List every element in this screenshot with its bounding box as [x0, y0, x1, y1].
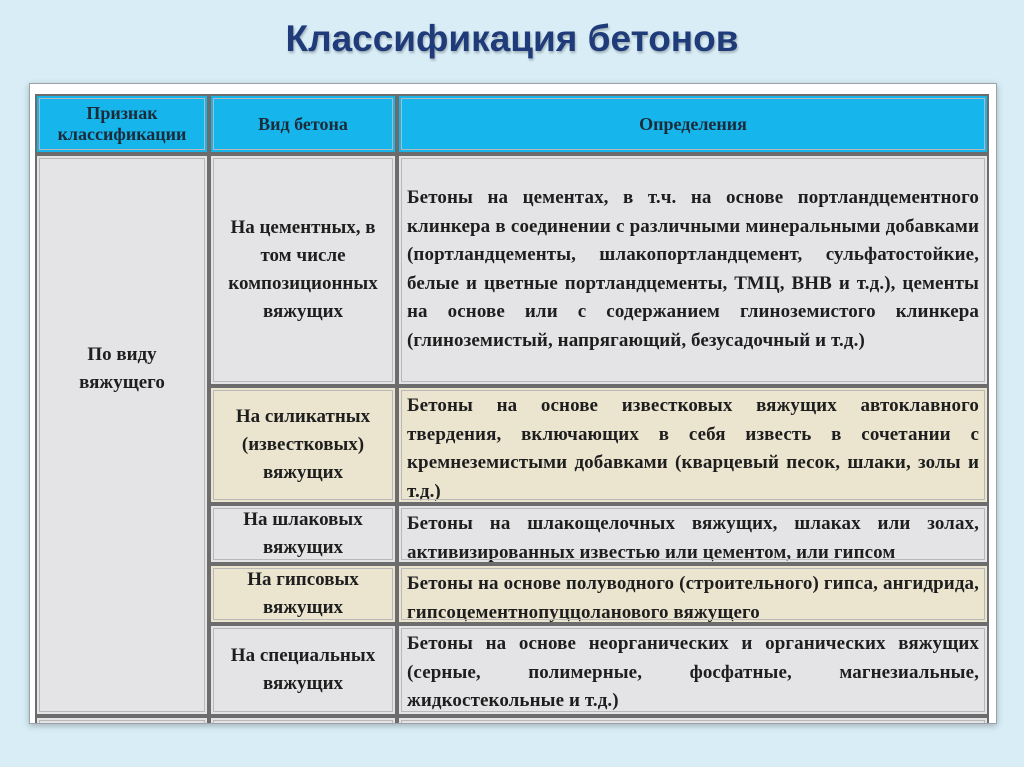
slide-title: Классификация бетонов: [285, 18, 739, 59]
table-row-type: На шлаковых вяжущих: [209, 504, 397, 564]
table-row-type: На специальных вяжущих: [209, 624, 397, 716]
table-row-definition: Бетоны на основе неорганических и органических вяжущих (серные, полимерные, фосфатные, магнезиальные, жидкостекольные и т.д.): [397, 624, 989, 716]
header-criterion: Признак классификации: [35, 94, 209, 154]
table-row-definition: Бетоны на шлакощелочных вяжущих, шлаках или золах, активизированных известью или цементом, или гипсом: [397, 504, 989, 564]
table-row-cutoff: [397, 716, 989, 724]
header-concrete-type: Вид бетона: [209, 94, 397, 154]
table-row-definition: Бетоны на основе полуводного (строительного) гипса, ангидрида, гипсоцементнопуццоланового вяжущего: [397, 564, 989, 624]
header-definitions: Определения: [397, 94, 989, 154]
table-row-type: На силикатных (известковых) вяжущих: [209, 386, 397, 504]
table-row-definition: Бетоны на цементах, в т.ч. на основе портландцементного клинкера в соединении с различными минеральными добавками (портландцементы, шлакопортландцемент, сульфатостойкие, белые и цветные портландцементы, ТМЦ, ВНВ и т.д.), цементы на основе или с содержанием глиноземистого клинкера (глиноземистый, напрягающий, безусадочный и т.д.): [397, 154, 989, 386]
classification-table: [29, 83, 997, 724]
table-row-type: На гипсовых вяжущих: [209, 564, 397, 624]
table-row-type: На цементных, в том числе композиционных вяжущих: [209, 154, 397, 386]
group-label-binder: По виду вяжущего: [35, 154, 209, 716]
table-row-definition: Бетоны на основе известковых вяжущих автоклавного твердения, включающих в себя известь в сочетании с кремнеземистыми добавками (кварцевый песок, шлаки, золы и т.д.): [397, 386, 989, 504]
table-row-cutoff: [35, 716, 209, 724]
table-row-cutoff: [209, 716, 397, 724]
